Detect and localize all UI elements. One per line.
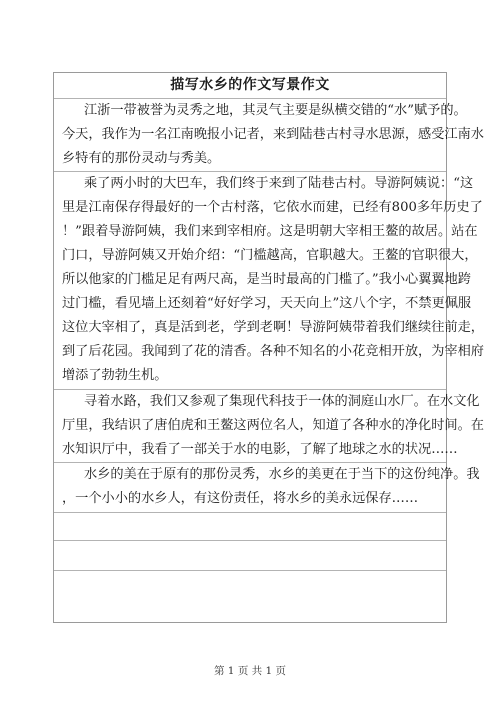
empty-row: [54, 540, 446, 570]
empty-row: [54, 512, 446, 540]
text-line: 江浙一带被誉为灵秀之地，其灵气主要是纵横交错的“水”赋予的。: [84, 103, 467, 118]
page-footer: 第 1 页 共 1 页: [213, 665, 287, 677]
text-line: ！”跟着导游阿姨，我们来到宰相府。这是明朝大宰相王鳌的故居。站在: [62, 224, 478, 239]
text-line: 水知识厅中，我看了一部关于水的电影，了解了地球之水的状况……: [62, 442, 458, 457]
text-line: 里是江南保存得最好的一个古村落，它依水而建，已经有800多年历史了: [62, 200, 483, 215]
text-line: 今天，我作为一名江南晚报小记者，来到陆巷古村寻水思源，感受江南水: [62, 127, 484, 142]
text-line: 增添了勃勃生机。: [62, 368, 168, 383]
empty-row: [54, 570, 446, 600]
text-line: 乡特有的那份灵动与秀美。: [62, 151, 221, 166]
text-line: 厅里，我结识了唐伯虎和王鳌这两位名人，知道了各种水的净化时间。在: [62, 418, 484, 433]
document-title: 描写水乡的作文写景作文: [170, 77, 330, 93]
text-line: 到了后花园。我闻到了花的清香。各种不知名的小花竞相开放，为宰相府: [62, 344, 484, 359]
text-line: ，一个小小的水乡人，有这份责任，将水乡的美永远保存……: [62, 491, 419, 506]
paragraph-1: [54, 98, 484, 171]
paragraph-3: [54, 389, 484, 462]
document-sheet: [53, 72, 484, 623]
text-line: 门口，导游阿姨又开始介绍：“门槛越高，官职越大。王鳌的官职很大，: [62, 248, 478, 263]
text-line: 这位大宰相了，真是活到老，学到老啊！导游阿姨带着我们继续往前走，: [62, 320, 484, 335]
paragraph-4: [54, 462, 480, 512]
text-line: 水乡的美在于原有的那份灵秀，水乡的美更在于当下的这份纯净。我: [84, 467, 480, 482]
text-line: 过门槛，看见墙上还刻着“好好学习，天天向上”这八个字，不禁更佩服: [62, 296, 472, 311]
text-line: 所以他家的门槛足足有两尺高，是当时最高的门槛了。”我小心翼翼地跨: [62, 272, 471, 287]
text-line: 乘了两小时的大巴车，我们终于来到了陆巷古村。导游阿姨说：“这: [84, 176, 474, 191]
text-line: 寻着水路，我们又参观了集现代科技于一体的洞庭山水厂。在水文化: [84, 394, 480, 409]
paragraph-2: [54, 171, 484, 389]
